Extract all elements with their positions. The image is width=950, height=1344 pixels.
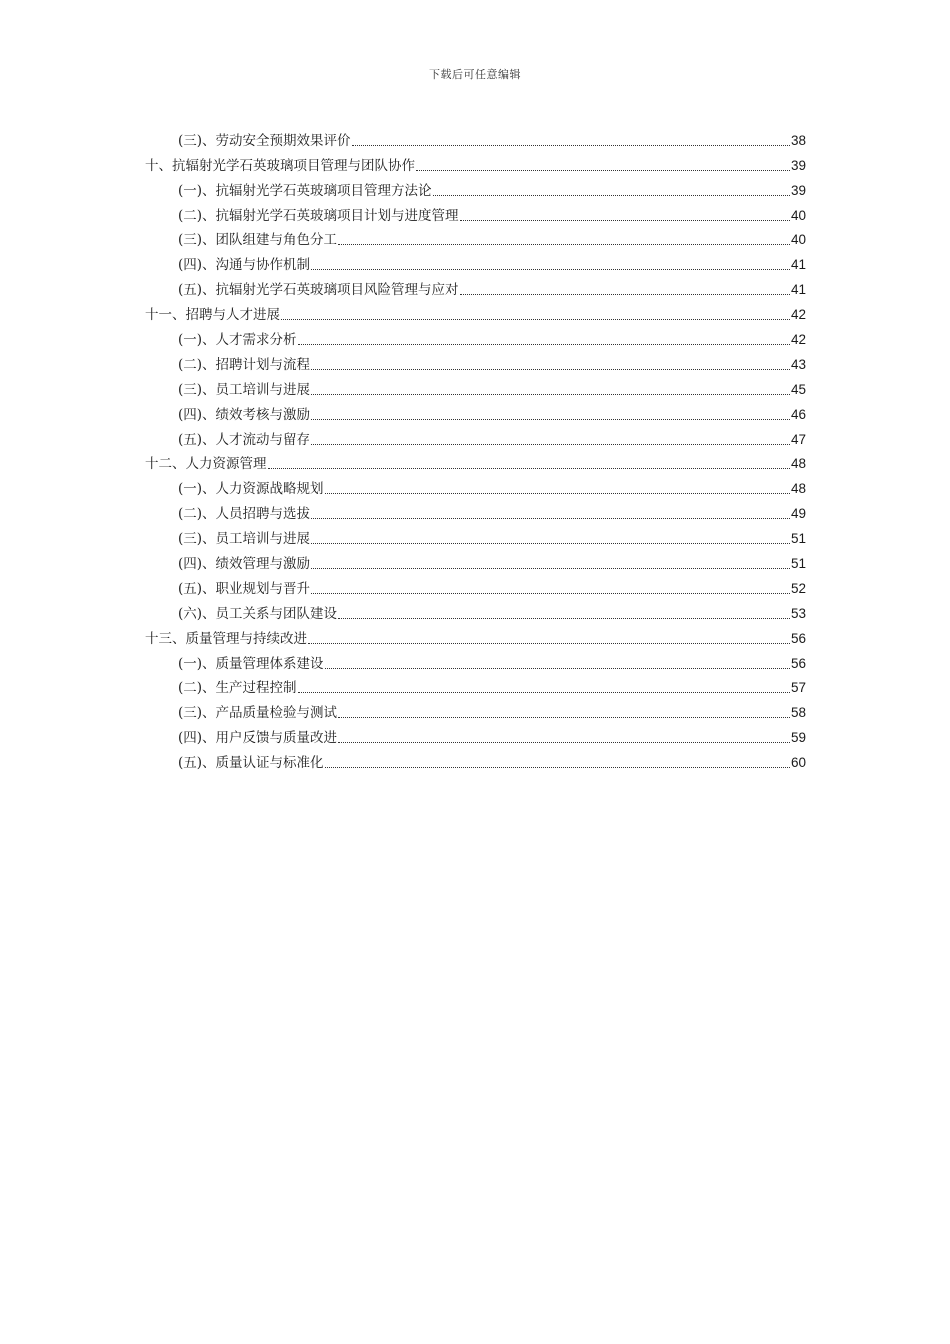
toc-section-entry[interactable] xyxy=(145,598,806,623)
toc-dot-leader xyxy=(325,766,790,768)
toc-entry-title: 十一、招聘与人才进展 xyxy=(145,307,280,324)
table-of-contents xyxy=(145,125,806,772)
toc-dot-leader xyxy=(338,716,790,718)
toc-entry-page-number: 60 xyxy=(790,755,806,771)
toc-dot-leader xyxy=(311,517,790,519)
toc-entry-page-number: 42 xyxy=(790,332,806,348)
toc-entry-title: (五)、职业规划与晋升 xyxy=(178,580,311,597)
toc-section-entry[interactable] xyxy=(145,424,806,449)
toc-dot-leader xyxy=(311,268,790,270)
toc-dot-leader xyxy=(311,393,790,395)
toc-section-entry[interactable] xyxy=(145,249,806,274)
toc-entry-page-number: 51 xyxy=(790,531,806,547)
toc-entry-page-number: 47 xyxy=(790,431,806,447)
toc-entry-page-number: 48 xyxy=(790,456,806,472)
toc-entry-title: (三)、员工培训与进展 xyxy=(178,381,311,398)
toc-dot-leader xyxy=(325,667,790,669)
toc-dot-leader xyxy=(308,642,790,644)
toc-entry-title: (二)、生产过程控制 xyxy=(178,680,297,697)
toc-dot-leader xyxy=(298,691,790,693)
toc-entry-title: (一)、抗辐射光学石英玻璃项目管理方法论 xyxy=(178,182,432,199)
toc-dot-leader xyxy=(460,219,790,221)
toc-entry-page-number: 41 xyxy=(790,257,806,273)
toc-chapter-entry[interactable] xyxy=(145,449,806,474)
toc-dot-leader xyxy=(433,194,790,196)
toc-section-entry[interactable] xyxy=(145,648,806,673)
toc-entry-page-number: 42 xyxy=(790,307,806,323)
toc-section-entry[interactable] xyxy=(145,747,806,772)
toc-entry-title: (五)、质量认证与标准化 xyxy=(178,755,324,772)
toc-entry-page-number: 59 xyxy=(790,730,806,746)
toc-dot-leader xyxy=(460,293,790,295)
toc-entry-page-number: 57 xyxy=(790,680,806,696)
toc-section-entry[interactable] xyxy=(145,523,806,548)
toc-entry-title: (四)、用户反馈与质量改进 xyxy=(178,730,338,747)
toc-dot-leader xyxy=(268,467,790,469)
toc-chapter-entry[interactable] xyxy=(145,299,806,324)
toc-chapter-entry[interactable] xyxy=(145,150,806,175)
toc-entry-page-number: 48 xyxy=(790,481,806,497)
toc-dot-leader xyxy=(298,343,790,345)
toc-entry-title: (二)、招聘计划与流程 xyxy=(178,356,311,373)
toc-section-entry[interactable] xyxy=(145,374,806,399)
toc-entry-title: (四)、绩效管理与激励 xyxy=(178,556,311,573)
toc-entry-page-number: 46 xyxy=(790,406,806,422)
toc-section-entry[interactable] xyxy=(145,697,806,722)
toc-section-entry[interactable] xyxy=(145,225,806,250)
toc-dot-leader xyxy=(311,443,790,445)
toc-entry-page-number: 49 xyxy=(790,506,806,522)
toc-section-entry[interactable] xyxy=(145,125,806,150)
toc-section-entry[interactable] xyxy=(145,349,806,374)
toc-entry-title: 十、抗辐射光学石英玻璃项目管理与团队协作 xyxy=(145,157,415,174)
toc-entry-title: (二)、抗辐射光学石英玻璃项目计划与进度管理 xyxy=(178,207,459,224)
toc-entry-title: (一)、质量管理体系建设 xyxy=(178,655,324,672)
toc-entry-page-number: 45 xyxy=(790,381,806,397)
toc-section-entry[interactable] xyxy=(145,548,806,573)
toc-entry-title: (五)、抗辐射光学石英玻璃项目风险管理与应对 xyxy=(178,282,459,299)
toc-dot-leader xyxy=(416,169,790,171)
toc-entry-page-number: 38 xyxy=(790,132,806,148)
toc-entry-page-number: 40 xyxy=(790,207,806,223)
toc-section-entry[interactable] xyxy=(145,498,806,523)
toc-dot-leader xyxy=(338,741,790,743)
toc-dot-leader xyxy=(338,617,790,619)
toc-dot-leader xyxy=(311,592,790,594)
toc-entry-title: (四)、绩效考核与激励 xyxy=(178,406,311,423)
toc-entry-title: (五)、人才流动与留存 xyxy=(178,431,311,448)
toc-entry-page-number: 43 xyxy=(790,356,806,372)
toc-section-entry[interactable] xyxy=(145,200,806,225)
toc-dot-leader xyxy=(281,318,790,320)
toc-entry-title: (一)、人才需求分析 xyxy=(178,332,297,349)
toc-entry-page-number: 39 xyxy=(790,157,806,173)
toc-entry-title: (二)、人员招聘与选拔 xyxy=(178,506,311,523)
toc-dot-leader xyxy=(311,418,790,420)
toc-entry-page-number: 41 xyxy=(790,282,806,298)
toc-dot-leader xyxy=(311,567,790,569)
toc-entry-title: (一)、人力资源战略规划 xyxy=(178,481,324,498)
toc-entry-page-number: 53 xyxy=(790,605,806,621)
toc-section-entry[interactable] xyxy=(145,399,806,424)
toc-section-entry[interactable] xyxy=(145,274,806,299)
toc-dot-leader xyxy=(338,243,790,245)
toc-dot-leader xyxy=(311,542,790,544)
toc-entry-title: 十二、人力资源管理 xyxy=(145,456,267,473)
toc-entry-title: (三)、劳动安全预期效果评价 xyxy=(178,132,351,149)
toc-entry-page-number: 40 xyxy=(790,232,806,248)
toc-entry-title: (三)、产品质量检验与测试 xyxy=(178,705,338,722)
toc-section-entry[interactable] xyxy=(145,473,806,498)
toc-entry-title: (三)、员工培训与进展 xyxy=(178,531,311,548)
toc-entry-title: 十三、质量管理与持续改进 xyxy=(145,630,307,647)
toc-chapter-entry[interactable] xyxy=(145,623,806,648)
toc-section-entry[interactable] xyxy=(145,175,806,200)
toc-entry-page-number: 52 xyxy=(790,580,806,596)
toc-section-entry[interactable] xyxy=(145,573,806,598)
toc-section-entry[interactable] xyxy=(145,722,806,747)
toc-entry-page-number: 39 xyxy=(790,182,806,198)
toc-entry-page-number: 56 xyxy=(790,655,806,671)
toc-entry-title: (六)、员工关系与团队建设 xyxy=(178,605,338,622)
toc-dot-leader xyxy=(325,492,790,494)
toc-entry-page-number: 51 xyxy=(790,556,806,572)
toc-section-entry[interactable] xyxy=(145,673,806,698)
toc-dot-leader xyxy=(311,368,790,370)
toc-entry-page-number: 58 xyxy=(790,705,806,721)
toc-section-entry[interactable] xyxy=(145,324,806,349)
header-note: 下载后可任意编辑 xyxy=(429,68,521,81)
toc-entry-title: (三)、团队组建与角色分工 xyxy=(178,232,338,249)
toc-entry-title: (四)、沟通与协作机制 xyxy=(178,257,311,274)
toc-dot-leader xyxy=(352,144,790,146)
toc-entry-page-number: 56 xyxy=(790,630,806,646)
